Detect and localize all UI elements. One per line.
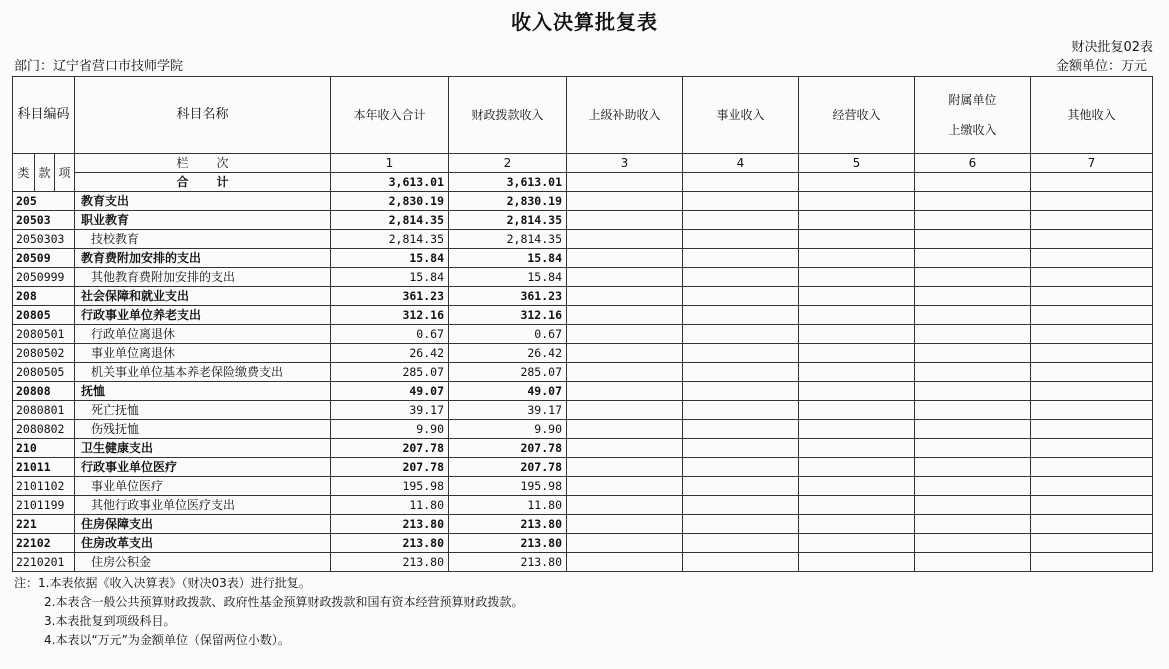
empty-cell	[915, 306, 1031, 325]
empty-cell	[683, 477, 799, 496]
empty-cell	[683, 382, 799, 401]
row-total: 2,814.35	[331, 211, 449, 230]
empty-cell	[1031, 382, 1153, 401]
row-code: 2101199	[13, 496, 75, 515]
empty-cell	[1031, 534, 1153, 553]
table-row	[13, 363, 1153, 382]
empty-cell	[683, 230, 799, 249]
legend-col-5: 5	[799, 154, 915, 173]
table-row	[13, 230, 1153, 249]
empty-cell	[799, 515, 915, 534]
table-row	[13, 401, 1153, 420]
empty-cell	[799, 363, 915, 382]
empty-cell	[915, 401, 1031, 420]
legend-col-2: 2	[449, 154, 567, 173]
row-code: 2210201	[13, 553, 75, 572]
empty-cell	[567, 306, 683, 325]
empty-cell	[915, 173, 1031, 192]
table-row	[13, 439, 1153, 458]
empty-cell	[915, 192, 1031, 211]
empty-cell	[683, 534, 799, 553]
empty-cell	[799, 211, 915, 230]
empty-cell	[1031, 401, 1153, 420]
row-code: 20509	[13, 249, 75, 268]
row-total: 9.90	[331, 420, 449, 439]
table-row	[13, 477, 1153, 496]
empty-cell	[567, 477, 683, 496]
row-fiscal: 361.23	[449, 287, 567, 306]
legend-col-6: 6	[915, 154, 1031, 173]
row-code: 2080501	[13, 325, 75, 344]
empty-cell	[915, 211, 1031, 230]
total-row	[13, 173, 1153, 192]
empty-cell	[567, 363, 683, 382]
empty-cell	[683, 496, 799, 515]
empty-cell	[799, 230, 915, 249]
row-code: 221	[13, 515, 75, 534]
row-total: 15.84	[331, 268, 449, 287]
row-code: 21011	[13, 458, 75, 477]
empty-cell	[1031, 515, 1153, 534]
empty-cell	[915, 325, 1031, 344]
row-total: 11.80	[331, 496, 449, 515]
row-fiscal: 312.16	[449, 306, 567, 325]
total-label: 合计	[75, 173, 331, 192]
header-business: 事业收入	[683, 77, 799, 154]
row-code: 2080505	[13, 363, 75, 382]
empty-cell	[799, 173, 915, 192]
empty-cell	[799, 458, 915, 477]
row-code: 20808	[13, 382, 75, 401]
row-fiscal: 207.78	[449, 458, 567, 477]
row-name: 教育支出	[75, 192, 331, 211]
empty-cell	[915, 268, 1031, 287]
department-label: 部门：辽宁省营口市技师学院	[14, 59, 184, 74]
row-total: 39.17	[331, 401, 449, 420]
empty-cell	[915, 458, 1031, 477]
empty-cell	[567, 325, 683, 344]
empty-cell	[799, 287, 915, 306]
row-code: 20805	[13, 306, 75, 325]
empty-cell	[799, 344, 915, 363]
table-row	[13, 287, 1153, 306]
form-number: 财决批复02表	[1071, 40, 1153, 55]
empty-cell	[1031, 306, 1153, 325]
empty-cell	[683, 553, 799, 572]
row-name: 住房保障支出	[75, 515, 331, 534]
empty-cell	[915, 534, 1031, 553]
header-name: 科目名称	[75, 77, 331, 154]
empty-cell	[1031, 249, 1153, 268]
row-fiscal: 2,830.19	[449, 192, 567, 211]
row-name: 伤残抚恤	[75, 420, 331, 439]
empty-cell	[567, 420, 683, 439]
row-fiscal: 15.84	[449, 249, 567, 268]
row-fiscal: 2,814.35	[449, 230, 567, 249]
note-3: 3.本表批复到项级科目。	[44, 614, 176, 628]
empty-cell	[683, 363, 799, 382]
empty-cell	[683, 439, 799, 458]
table-row	[13, 553, 1153, 572]
table-row	[13, 268, 1153, 287]
row-name: 住房公积金	[75, 553, 331, 572]
row-code: 2050303	[13, 230, 75, 249]
header-fiscal: 财政拨款收入	[449, 77, 567, 154]
row-name: 教育费附加安排的支出	[75, 249, 331, 268]
row-name: 死亡抚恤	[75, 401, 331, 420]
empty-cell	[1031, 458, 1153, 477]
row-total: 285.07	[331, 363, 449, 382]
header-code: 科目编码	[13, 77, 75, 154]
empty-cell	[799, 192, 915, 211]
total-fiscal: 3,613.01	[449, 173, 567, 192]
empty-cell	[799, 382, 915, 401]
row-fiscal: 213.80	[449, 534, 567, 553]
row-fiscal: 213.80	[449, 515, 567, 534]
row-total: 312.16	[331, 306, 449, 325]
empty-cell	[567, 211, 683, 230]
table-row	[13, 515, 1153, 534]
row-fiscal: 39.17	[449, 401, 567, 420]
row-total: 2,830.19	[331, 192, 449, 211]
note-1: 注：1.本表依据《收入决算表》（财决03表）进行批复。	[14, 576, 311, 590]
table-row	[13, 458, 1153, 477]
empty-cell	[683, 401, 799, 420]
row-name: 卫生健康支出	[75, 439, 331, 458]
row-name: 其他教育费附加安排的支出	[75, 268, 331, 287]
table-row	[13, 382, 1153, 401]
row-name: 机关事业单位基本养老保险缴费支出	[75, 363, 331, 382]
row-total: 49.07	[331, 382, 449, 401]
empty-cell	[567, 401, 683, 420]
row-code: 208	[13, 287, 75, 306]
empty-cell	[567, 553, 683, 572]
empty-cell	[915, 287, 1031, 306]
legend-kuan: 款	[35, 154, 55, 192]
empty-cell	[799, 439, 915, 458]
legend-col-4: 4	[683, 154, 799, 173]
row-name: 技校教育	[75, 230, 331, 249]
row-name: 住房改革支出	[75, 534, 331, 553]
empty-cell	[567, 287, 683, 306]
empty-cell	[567, 268, 683, 287]
row-fiscal: 213.80	[449, 553, 567, 572]
empty-cell	[799, 306, 915, 325]
table-row	[13, 534, 1153, 553]
row-total: 207.78	[331, 458, 449, 477]
empty-cell	[915, 382, 1031, 401]
empty-cell	[1031, 553, 1153, 572]
table-row	[13, 344, 1153, 363]
legend-col-1: 1	[331, 154, 449, 173]
empty-cell	[915, 249, 1031, 268]
table-row	[13, 496, 1153, 515]
row-fiscal: 2,814.35	[449, 211, 567, 230]
row-fiscal: 11.80	[449, 496, 567, 515]
empty-cell	[567, 496, 683, 515]
empty-cell	[799, 268, 915, 287]
empty-cell	[799, 477, 915, 496]
empty-cell	[683, 192, 799, 211]
row-total: 361.23	[331, 287, 449, 306]
empty-cell	[799, 325, 915, 344]
empty-cell	[1031, 325, 1153, 344]
legend-lei: 类	[13, 154, 35, 192]
legend-col-7: 7	[1031, 154, 1153, 173]
row-name: 行政事业单位医疗	[75, 458, 331, 477]
empty-cell	[1031, 496, 1153, 515]
empty-cell	[1031, 211, 1153, 230]
header-affiliated-line1: 附属单位	[948, 93, 997, 107]
table-row	[13, 192, 1153, 211]
empty-cell	[1031, 439, 1153, 458]
legend-xiang: 项	[55, 154, 75, 192]
empty-cell	[915, 496, 1031, 515]
empty-cell	[567, 382, 683, 401]
total-amount: 3,613.01	[331, 173, 449, 192]
page-title: 收入决算批复表	[511, 10, 658, 34]
table-row	[13, 306, 1153, 325]
row-code: 2080802	[13, 420, 75, 439]
empty-cell	[683, 211, 799, 230]
row-total: 213.80	[331, 515, 449, 534]
unit-label: 金额单位：万元	[1055, 59, 1147, 74]
table-row	[13, 325, 1153, 344]
empty-cell	[683, 287, 799, 306]
empty-cell	[799, 249, 915, 268]
empty-cell	[1031, 230, 1153, 249]
row-total: 213.80	[331, 534, 449, 553]
header-affiliated	[915, 77, 1031, 154]
row-name: 职业教育	[75, 211, 331, 230]
empty-cell	[799, 401, 915, 420]
note-2: 2.本表含一般公共预算财政拨款、政府性基金预算财政拨款和国有资本经营预算财政拨款。	[44, 595, 524, 609]
empty-cell	[683, 268, 799, 287]
row-fiscal: 195.98	[449, 477, 567, 496]
row-total: 0.67	[331, 325, 449, 344]
empty-cell	[799, 420, 915, 439]
empty-cell	[683, 249, 799, 268]
row-fiscal: 49.07	[449, 382, 567, 401]
row-name: 事业单位离退休	[75, 344, 331, 363]
header-row	[13, 77, 1153, 154]
empty-cell	[915, 420, 1031, 439]
notes	[14, 574, 523, 650]
header-total: 本年收入合计	[331, 77, 449, 154]
empty-cell	[1031, 173, 1153, 192]
empty-cell	[799, 496, 915, 515]
empty-cell	[915, 344, 1031, 363]
row-code: 2080502	[13, 344, 75, 363]
row-total: 213.80	[331, 553, 449, 572]
empty-cell	[683, 515, 799, 534]
row-code: 2080801	[13, 401, 75, 420]
empty-cell	[683, 344, 799, 363]
empty-cell	[1031, 344, 1153, 363]
income-approval-table	[12, 76, 1153, 572]
row-fiscal: 0.67	[449, 325, 567, 344]
row-code: 2101102	[13, 477, 75, 496]
empty-cell	[915, 363, 1031, 382]
empty-cell	[567, 458, 683, 477]
empty-cell	[683, 306, 799, 325]
empty-cell	[683, 458, 799, 477]
empty-cell	[683, 325, 799, 344]
empty-cell	[567, 439, 683, 458]
legend-row	[13, 154, 1153, 173]
row-total: 195.98	[331, 477, 449, 496]
empty-cell	[915, 515, 1031, 534]
row-code: 210	[13, 439, 75, 458]
empty-cell	[567, 192, 683, 211]
row-code: 22102	[13, 534, 75, 553]
header-affiliated-line2: 上缴收入	[948, 123, 997, 137]
row-code: 205	[13, 192, 75, 211]
row-name: 事业单位医疗	[75, 477, 331, 496]
header-operating: 经营收入	[799, 77, 915, 154]
empty-cell	[799, 534, 915, 553]
empty-cell	[567, 344, 683, 363]
empty-cell	[1031, 287, 1153, 306]
empty-cell	[1031, 420, 1153, 439]
row-code: 2050999	[13, 268, 75, 287]
empty-cell	[567, 173, 683, 192]
row-fiscal: 15.84	[449, 268, 567, 287]
row-name: 社会保障和就业支出	[75, 287, 331, 306]
row-fiscal: 9.90	[449, 420, 567, 439]
row-name: 其他行政事业单位医疗支出	[75, 496, 331, 515]
header-other: 其他收入	[1031, 77, 1153, 154]
row-name: 行政单位离退休	[75, 325, 331, 344]
empty-cell	[567, 230, 683, 249]
empty-cell	[683, 173, 799, 192]
row-fiscal: 207.78	[449, 439, 567, 458]
empty-cell	[683, 420, 799, 439]
empty-cell	[1031, 268, 1153, 287]
empty-cell	[567, 534, 683, 553]
empty-cell	[799, 553, 915, 572]
row-fiscal: 26.42	[449, 344, 567, 363]
row-name: 行政事业单位养老支出	[75, 306, 331, 325]
legend-label: 栏次	[75, 154, 331, 173]
header-superior: 上级补助收入	[567, 77, 683, 154]
row-total: 207.78	[331, 439, 449, 458]
empty-cell	[1031, 477, 1153, 496]
empty-cell	[1031, 192, 1153, 211]
note-4: 4.本表以“万元”为金额单位（保留两位小数）。	[44, 633, 290, 647]
legend-col-3: 3	[567, 154, 683, 173]
row-fiscal: 285.07	[449, 363, 567, 382]
empty-cell	[1031, 363, 1153, 382]
row-code: 20503	[13, 211, 75, 230]
empty-cell	[915, 553, 1031, 572]
empty-cell	[915, 230, 1031, 249]
empty-cell	[567, 249, 683, 268]
table-row	[13, 249, 1153, 268]
table-row	[13, 420, 1153, 439]
table-row	[13, 211, 1153, 230]
row-total: 26.42	[331, 344, 449, 363]
empty-cell	[915, 477, 1031, 496]
row-name: 抚恤	[75, 382, 331, 401]
row-total: 2,814.35	[331, 230, 449, 249]
empty-cell	[915, 439, 1031, 458]
empty-cell	[567, 515, 683, 534]
row-total: 15.84	[331, 249, 449, 268]
